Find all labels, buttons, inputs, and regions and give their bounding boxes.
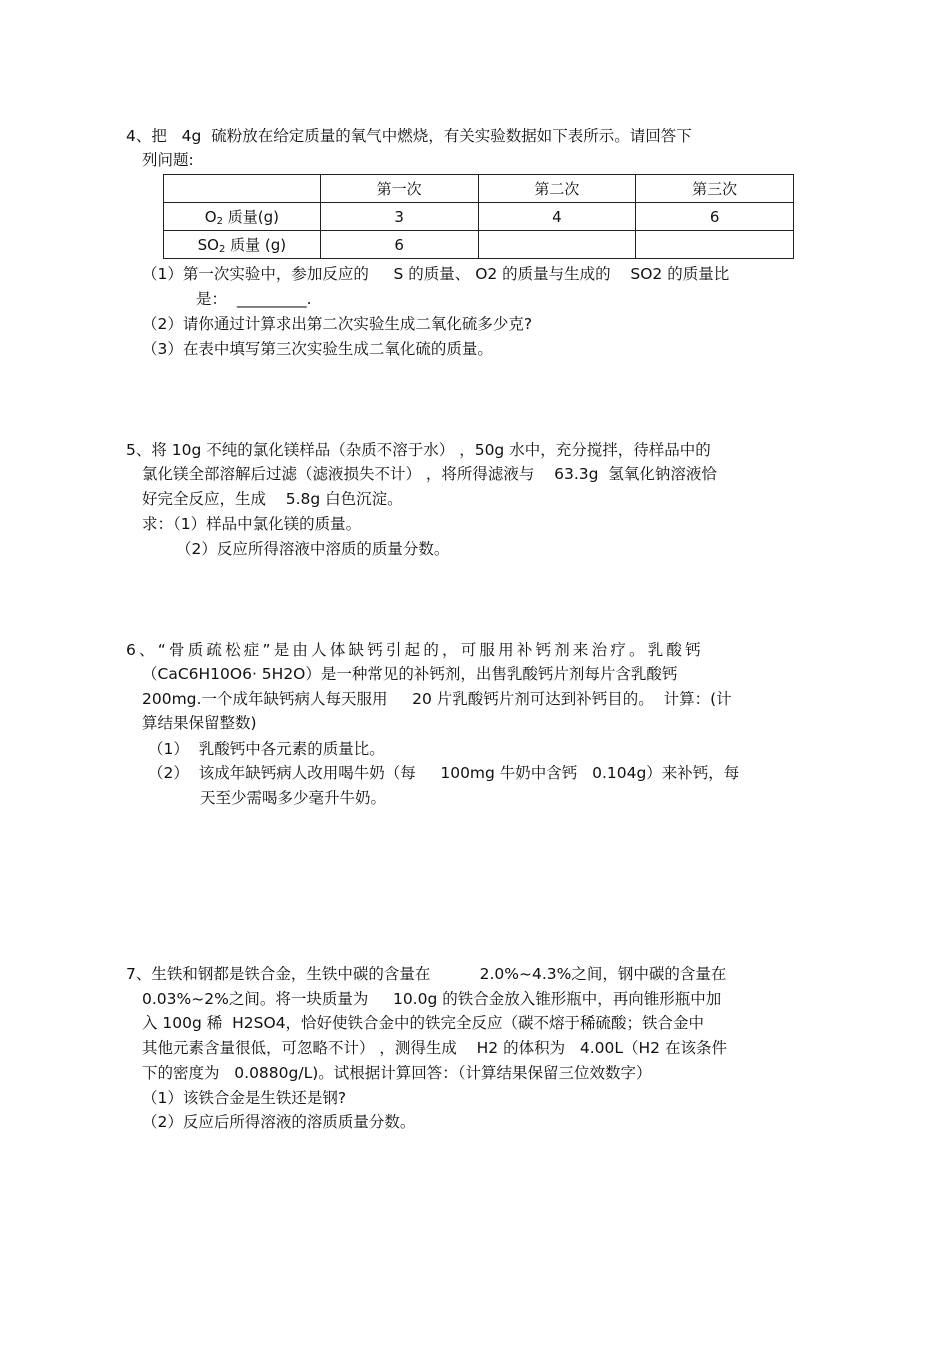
q7-line-1: 7、生铁和钢都是铁合金，生铁中碳的含量在 2.0%~4.3%之间，钢中碳的含量在 (126, 965, 727, 983)
table-cell: 3 (320, 203, 478, 231)
q4-sub1-line-2: 是： _________. (196, 290, 312, 308)
q5-line-3: 好完全反应，生成 5.8g 白色沉淀。 (142, 490, 403, 508)
q7-line-4: 其他元素含量很低，可忽略不计） ，测得生成 H2 的体积为 4.00L（H2 在该条件 (142, 1039, 727, 1057)
experiment-data-table (163, 174, 794, 259)
row-label-so2-mass: $SO_2$ 质量 (g) (164, 231, 321, 259)
table-row (164, 231, 794, 259)
q6-sub1: （1） 乳酸钙中各元素的质量比。 (148, 740, 385, 758)
q4-sub2: （2）请你通过计算求出第二次实验生成二氧化硫多少克? (142, 315, 533, 333)
table-header-cell: 第三次 (636, 175, 794, 203)
q6-sub2-line-1: （2） 该成年缺钙病人改用喝牛奶（每 100mg 牛奶中含钙 0.104g）来补钙，每 (148, 764, 740, 782)
q7-sub2: （2）反应后所得溶液的溶质质量分数。 (142, 1113, 416, 1131)
q7-sub1: （1）该铁合金是生铁还是钢? (142, 1089, 347, 1107)
q7-line-5: 下的密度为 0.0880g/L)。试根据计算回答：（计算结果保留三位效数字） (142, 1064, 652, 1082)
table-header-cell (164, 175, 321, 203)
table-cell: 6 (320, 231, 478, 259)
table-row (164, 203, 794, 231)
q4-sub1-line-1: （1）第一次实验中，参加反应的 S 的质量、 O2 的质量与生成的 SO2 的质量比 (142, 265, 730, 283)
q4-sub3: （3）在表中填写第三次实验生成二氧化硫的质量。 (142, 340, 493, 358)
q5-line-2: 氯化镁全部溶解后过滤（滤液损失不计） ，将所得滤液与 63.3g 氢氧化钠溶液恰 (142, 465, 717, 483)
q7-line-3: 入 100g 稀 H2SO4，恰好使铁合金中的铁完全反应（碳不熔于稀硫酸；铁合金中 (142, 1014, 705, 1032)
table-header-cell: 第二次 (478, 175, 636, 203)
q7-line-2: 0.03%~2%之间。将一块质量为 10.0g 的铁合金放入锥形瓶中，再向锥形瓶中加 (142, 990, 722, 1008)
q4-line-2: 列问题: (142, 151, 194, 169)
q4-line-1: 4、把 4g 硫粉放在给定质量的氧气中燃烧，有关实验数据如下表所示。请回答下 (126, 127, 692, 145)
q6-line-1: 6、“骨质疏松症”是由人体缺钙引起的，可服用补钙剂来治疗。乳酸钙 (126, 641, 704, 659)
q6-sub2-line-2: 天至少需喝多少毫升牛奶。 (200, 789, 387, 807)
q5-line-4: 求：（1）样品中氯化镁的质量。 (142, 515, 362, 533)
q6-line-2: （CaC6H10O6· 5H2O）是一种常见的补钙剂，出售乳酸钙片剂每片含乳酸钙 (142, 665, 678, 683)
q5-line-5: （2）反应所得溶液中溶质的质量分数。 (176, 540, 450, 558)
table-cell-blank (478, 231, 636, 259)
table-cell-blank (636, 231, 794, 259)
table-header-cell: 第一次 (320, 175, 478, 203)
q6-line-3: 200mg.一个成年缺钙病人每天服用 20 片乳酸钙片剂可达到补钙目的。 计算：(计 (142, 690, 732, 708)
table-cell: 6 (636, 203, 794, 231)
table-cell: 4 (478, 203, 636, 231)
q5-line-1: 5、将 10g 不纯的氯化镁样品（杂质不溶于水） ，50g 水中，充分搅拌，待样品中的 (126, 441, 711, 459)
table-header-row (164, 175, 794, 203)
q6-line-4: 算结果保留整数) (142, 714, 257, 732)
row-label-o2-mass: $O_2$ 质量(g) (164, 203, 321, 231)
